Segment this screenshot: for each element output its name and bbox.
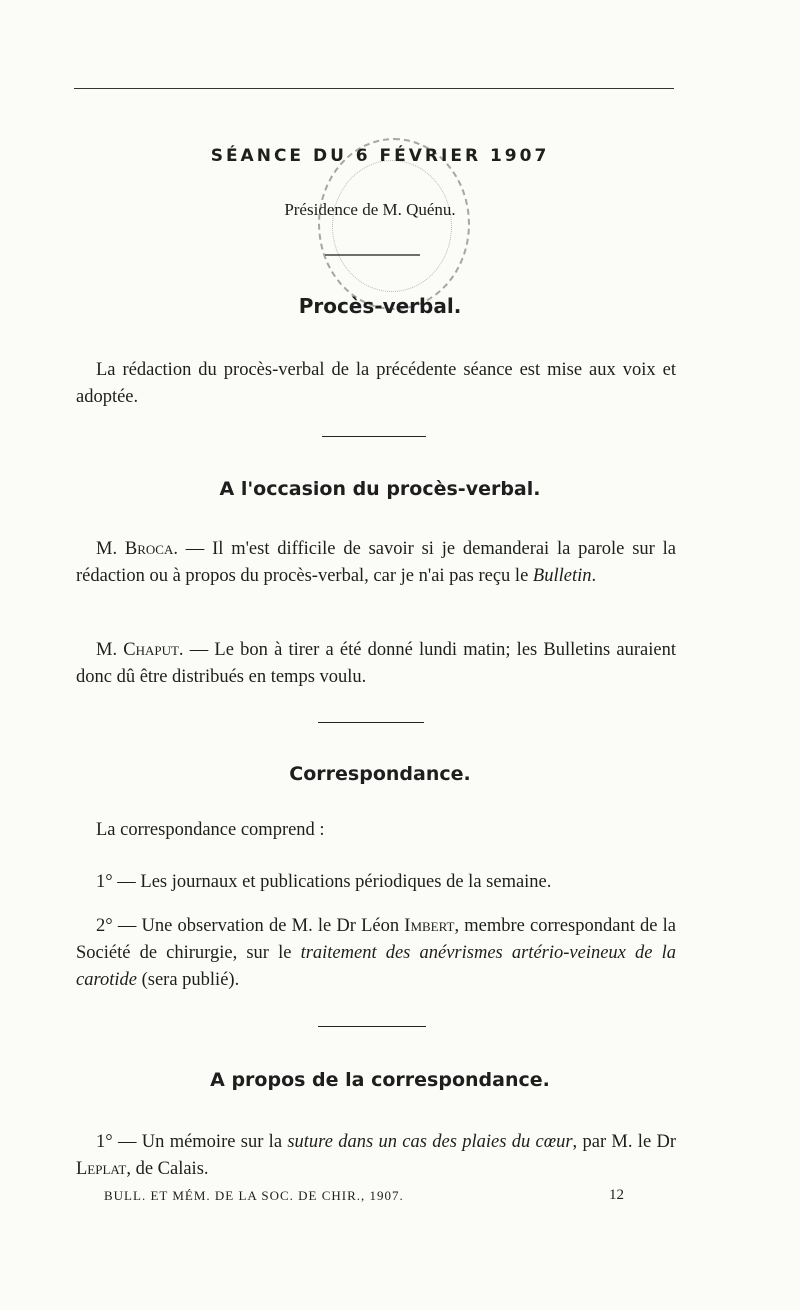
page-number: 12 bbox=[609, 1187, 624, 1203]
proces-verbal-heading: Procès-verbal. bbox=[298, 294, 462, 318]
session-title: SÉANCE DU 6 FÉVRIER 1907 bbox=[210, 146, 550, 166]
occasion-heading: A l'occasion du procès-verbal. bbox=[219, 478, 541, 500]
top-rule bbox=[74, 88, 674, 89]
apropos-item-1 bbox=[76, 1129, 676, 1183]
apropos-part-a: 1° — Un mémoire sur la bbox=[96, 1132, 288, 1152]
apropos-part-b: , par M. le Dr bbox=[572, 1132, 676, 1152]
speaker-chaput: M. Chaput. bbox=[96, 640, 184, 660]
broca-text: — Il m'est difficile de savoir si je demanderai la parole sur la rédaction ou à propos du procès-verbal, car je n'ai pas reçu le bbox=[76, 539, 676, 586]
broca-paragraph bbox=[76, 536, 676, 590]
apropos-italic: suture dans un cas des plaies du cœur bbox=[287, 1132, 573, 1152]
library-stamp-inner bbox=[332, 160, 452, 292]
item2-part-b: , membre correspondant de la Société de chirurgie, sur le bbox=[76, 916, 676, 963]
correspondance-heading: Correspondance. bbox=[289, 763, 471, 785]
proces-verbal-text: La rédaction du procès-verbal de la précédente séance est mise aux voix et adoptée. bbox=[76, 360, 676, 407]
author-leplat: Leplat bbox=[76, 1159, 127, 1179]
separator-1 bbox=[322, 436, 426, 437]
item2-part-c: (sera publié). bbox=[136, 970, 240, 990]
presidency-line: Présidence de M. Quénu. bbox=[284, 200, 456, 219]
item2-part-a: 2° — Une observation de M. le Dr Léon bbox=[96, 916, 405, 936]
chaput-text: — Le bon à tirer a été donné lundi matin; les Bulletins auraient donc dû être distribués en temps voulu. bbox=[76, 640, 676, 687]
item2-italic: traitement des anévrismes artério-veineux de la carotide bbox=[76, 943, 676, 990]
apropos-heading: A propos de la correspondance. bbox=[210, 1069, 550, 1091]
broca-italic: Bulletin bbox=[532, 566, 592, 586]
correspondance-item-2 bbox=[76, 913, 676, 994]
speaker-broca: M. Broca. bbox=[96, 539, 178, 559]
apropos-part-c: , de Calais. bbox=[126, 1159, 209, 1179]
author-imbert: Imbert bbox=[404, 916, 455, 936]
footer-citation: BULL. ET MÉM. DE LA SOC. DE CHIR., 1907. bbox=[104, 1188, 404, 1203]
chaput-paragraph bbox=[76, 637, 676, 691]
stamp-bar bbox=[325, 254, 420, 256]
correspondance-item-1: 1° — Les journaux et publications périodiques de la semaine. bbox=[96, 872, 552, 892]
separator-2 bbox=[318, 722, 424, 723]
broca-end: . bbox=[591, 566, 597, 586]
separator-3 bbox=[318, 1026, 426, 1027]
correspondance-intro: La correspondance comprend : bbox=[96, 820, 325, 840]
page-footer bbox=[104, 1188, 624, 1204]
